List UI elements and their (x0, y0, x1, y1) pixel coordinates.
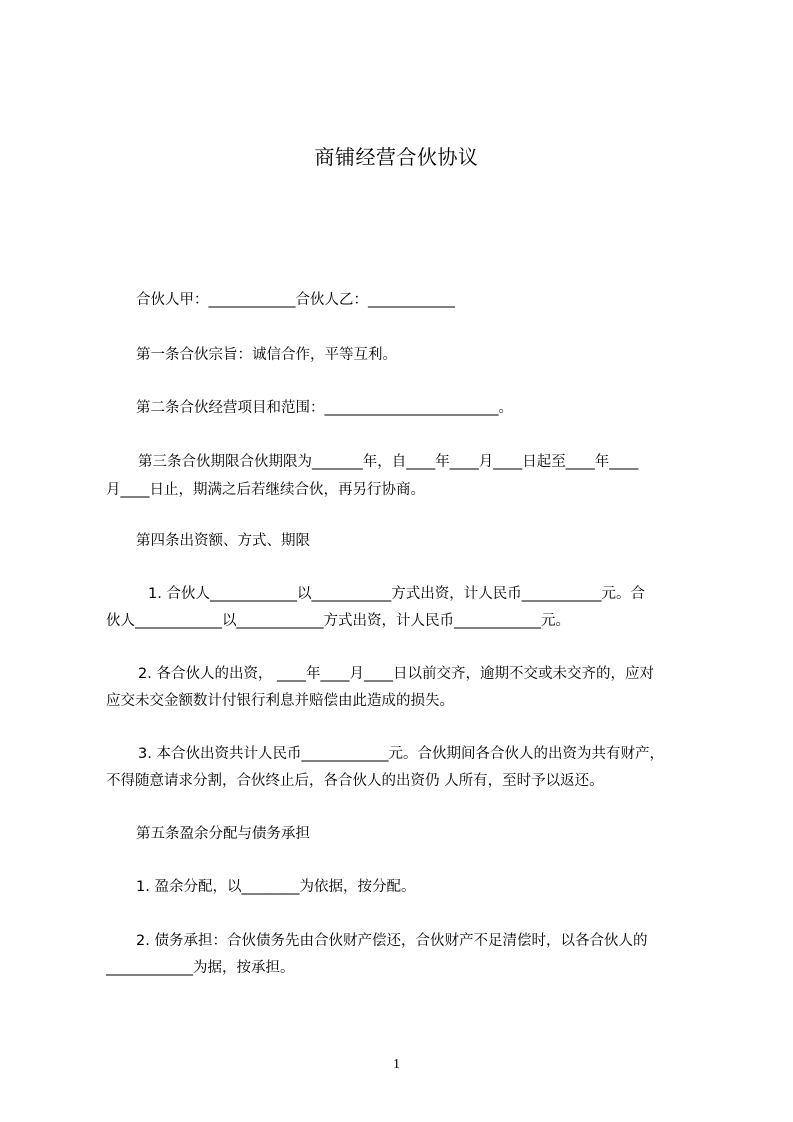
article-5-item-2-line-1: 2. 债务承担：合伙债务先由合伙财产偿还，合伙财产不足清偿时，以各合伙人的 (136, 933, 648, 949)
article-5-item-2-line-2: ____________为据，按承担。 (106, 960, 295, 976)
article-4-item-2-line-2: 应交未交金额数计付银行利息并赔偿由此造成的损失。 (106, 693, 454, 709)
partners-line: 合伙人甲：____________合伙人乙：____________ (136, 292, 455, 308)
article-5-item-1: 1. 盈余分配，以________为依据，按分配。 (136, 879, 416, 895)
article-4-item-3-line-1: 3. 本合伙出资共计人民币____________元。合伙期间各合伙人的出资为共有财产， (138, 746, 664, 762)
page-number: 1 (393, 1057, 400, 1072)
article-4-item-1-line-1: 1. 合伙人____________以___________方式出资，计人民币___________元。合 (148, 586, 645, 602)
article-4-item-3-line-2: 不得随意请求分割，合伙终止后，各合伙人的出资仍 人所有，至时予以返还。 (106, 773, 604, 789)
article-3-line-2: 月____日止，期满之后若继续合伙，再另行协商。 (106, 482, 425, 498)
article-1: 第一条合伙宗旨：诚信合作，平等互利。 (136, 347, 397, 363)
article-3-line-1: 第三条合伙期限合伙期限为_______年，自____年____月____日起至____年____ (138, 454, 639, 470)
article-4-item-2-line-1: 2. 各合伙人的出资， ____年____月____日以前交齐，逾期不交或未交齐的，应对 (138, 666, 655, 682)
article-4-item-1-line-2: 伙人____________以____________方式出资，计人民币____________元。 (106, 613, 570, 629)
document-title: 商铺经营合伙协议 (314, 145, 479, 169)
article-4-heading: 第四条出资额、方式、期限 (136, 533, 310, 549)
article-5-heading: 第五条盈余分配与债务承担 (136, 826, 310, 842)
article-2: 第二条合伙经营项目和范围：________________________。 (136, 400, 513, 416)
